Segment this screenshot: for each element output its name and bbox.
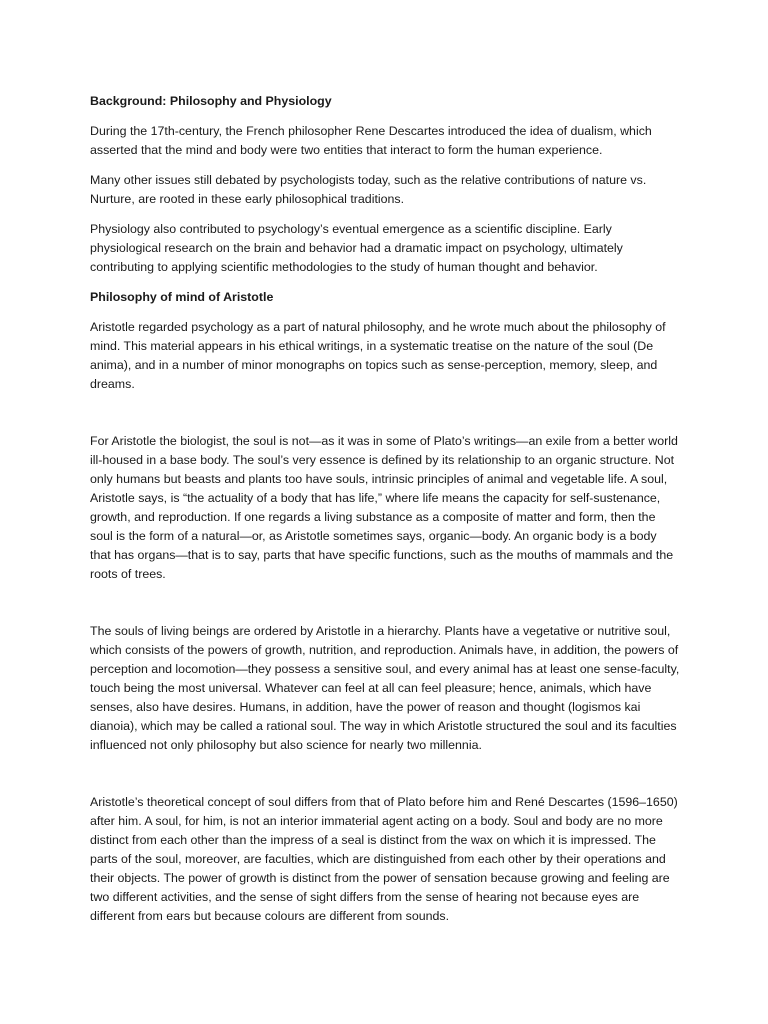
paragraph-aristotle-psychology: Aristotle regarded psychology as a part of natural philosophy, and he wrote much about the philosophy of mind. This material appears in his ethical writings, in a systematic treatise on the nature of the soul (De anima), and in a number of minor monographs on topics such as sense-perception, memory, sleep, and dreams. bbox=[90, 320, 666, 391]
paragraph-dualism: During the 17th-century, the French philosopher Rene Descartes introduced the idea of dualism, which asserted that the mind and body were two entities that interact to form the human experience. bbox=[90, 124, 652, 157]
paragraph-physiology: Physiology also contributed to psychology’s eventual emergence as a scientific discipline. Early physiological research on the brain and behavior had a dramatic impact on psychology, ultimately contributing to applying scientific methodologies to the study of human thought and behavior. bbox=[90, 222, 623, 274]
paragraph-nature-nurture: Many other issues still debated by psychologists today, such as the relative contributions of nature vs. Nurture, are rooted in these early philosophical traditions. bbox=[90, 173, 647, 206]
paragraph-soul-hierarchy: The souls of living beings are ordered by Aristotle in a hierarchy. Plants have a vegetative or nutritive soul, which consists of the powers of growth, nutrition, and reproduction. Animals have, in addition, the powers of perception and locomotion—they possess a sensitive soul, and every animal has at least one sense-faculty, touch being the most universal. Whatever can feel at all can feel pleasure; hence, animals, which have senses, also have desires. Humans, in addition, have the power of reason and thought (logismos kai dianoia), which may be called a rational soul. The way in which Aristotle structured the soul and its faculties influenced not only philosophy but also science for nearly two millennia. bbox=[90, 624, 680, 752]
paragraph-soul-concept: Aristotle’s theoretical concept of soul differs from that of Plato before him and René Descartes (1596–1650) after him. A soul, for him, is not an interior immaterial agent acting on a body. Soul and body are no more distinct from each other than the impress of a seal is distinct from the wax on which it is impressed. The parts of the soul, moreover, are faculties, which are distinguished from each other by their operations and their objects. The power of growth is distinct from the power of sensation because growing and feeling are two different activities, and the sense of sight differs from the sense of hearing not because eyes are different from ears but because colours are different from sounds. bbox=[90, 795, 678, 923]
paragraph-aristotle-biologist: For Aristotle the biologist, the soul is not—as it was in some of Plato’s writings—an exile from a better world ill-housed in a base body. The soul’s very essence is defined by its relationship to an organic structure. Not only humans but beasts and plants too have souls, intrinsic principles of animal and vegetable life. A soul, Aristotle says, is “the actuality of a body that has life,” where life means the capacity for self-sustenance, growth, and reproduction. If one regards a living substance as a composite of matter and form, then the soul is the form of a natural—or, as Aristotle sometimes says, organic—body. An organic body is a body that has organs—that is to say, parts that have specific functions, such as the mouths of mammals and the roots of trees. bbox=[90, 434, 678, 581]
document-body bbox=[90, 92, 680, 937]
section-heading-philosophy-physiology: Background: Philosophy and Physiology bbox=[90, 94, 332, 108]
section-heading-aristotle: Philosophy of mind of Aristotle bbox=[90, 290, 274, 304]
